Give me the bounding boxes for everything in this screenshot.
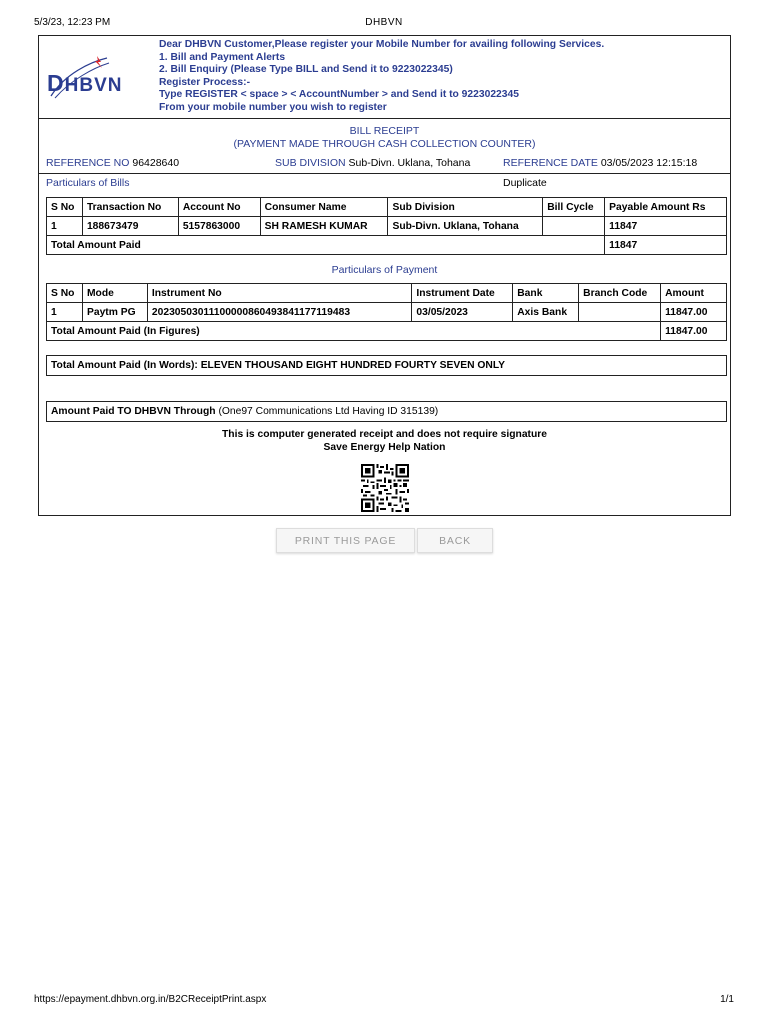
save-energy-slogan: Save Energy Help Nation: [323, 442, 446, 453]
bills-table: [46, 197, 727, 255]
sub-division: SUB DIVISION Sub-Divn. Uklana, Tohana: [275, 157, 471, 169]
dhbvn-logo-text: DHBVN: [47, 70, 123, 96]
reference-date: REFERENCE DATE 03/05/2023 12:15:18: [503, 157, 698, 169]
receipt-header: [39, 36, 730, 119]
particulars-of-payment-label: Particulars of Payment: [331, 264, 438, 276]
back-button[interactable]: BACK: [417, 528, 493, 553]
print-page-button[interactable]: PRINT THIS PAGE: [276, 528, 415, 553]
amount-in-words-box: Total Amount Paid (In Words): ELEVEN THOUSAND EIGHT HUNDRED FOURTY SEVEN ONLY: [46, 355, 727, 376]
page-number: 1/1: [720, 994, 734, 1005]
bills-table-header: S No Transaction No Account No Consumer Name Sub Division Bill Cycle Payable Amount Rs: [47, 198, 727, 217]
page-url: https://epayment.dhbvn.org.in/B2CReceiptPrint.aspx: [34, 994, 267, 1005]
computer-generated-note: This is computer generated receipt and does not require signature: [222, 429, 547, 440]
bill-receipt: [38, 35, 731, 516]
table-row: 1 Paytm PG 20230503011100000860493841177119483 03/05/2023 Axis Bank 11847.00: [47, 303, 727, 322]
qr-code-icon: [361, 464, 409, 512]
print-page-title: DHBVN: [365, 17, 403, 28]
print-header: [34, 17, 734, 31]
receipt-subtitle: (PAYMENT MADE THROUGH CASH COLLECTION COUNTER): [233, 138, 536, 150]
duplicate-label: Duplicate: [503, 177, 547, 189]
paid-through-box: Amount Paid TO DHBVN Through (One97 Communications Ltd Having ID 315139): [46, 401, 727, 422]
print-footer: [34, 994, 734, 1008]
divider: [39, 173, 730, 174]
payment-table-header: S No Mode Instrument No Instrument Date Bank Branch Code Amount: [47, 284, 727, 303]
bills-total-row: Total Amount Paid 11847: [47, 236, 727, 255]
payment-total-row: Total Amount Paid (In Figures) 11847.00: [47, 322, 727, 341]
reference-no: REFERENCE NO 96428640: [46, 157, 180, 169]
payment-table: [46, 283, 727, 341]
particulars-of-bills-label: Particulars of Bills: [46, 177, 130, 189]
receipt-title: BILL RECEIPT: [349, 125, 420, 137]
mobile-registration-notice: Dear DHBVN Customer,Please register your Mobile Number for availing following Services. 1. Bill and Payment Alerts 2. Bill Enquiry (Please Type BILL and Send it to 9223022345) Register Process:- Type REGISTER < space > < AccountNumber > and Send it to 9223022345 From your mobile number you wish to register: [159, 39, 605, 113]
print-datetime: 5/3/23, 12:23 PM: [34, 17, 111, 28]
table-row: 1 188673479 5157863000 SH RAMESH KUMAR Sub-Divn. Uklana, Tohana 11847: [47, 217, 727, 236]
